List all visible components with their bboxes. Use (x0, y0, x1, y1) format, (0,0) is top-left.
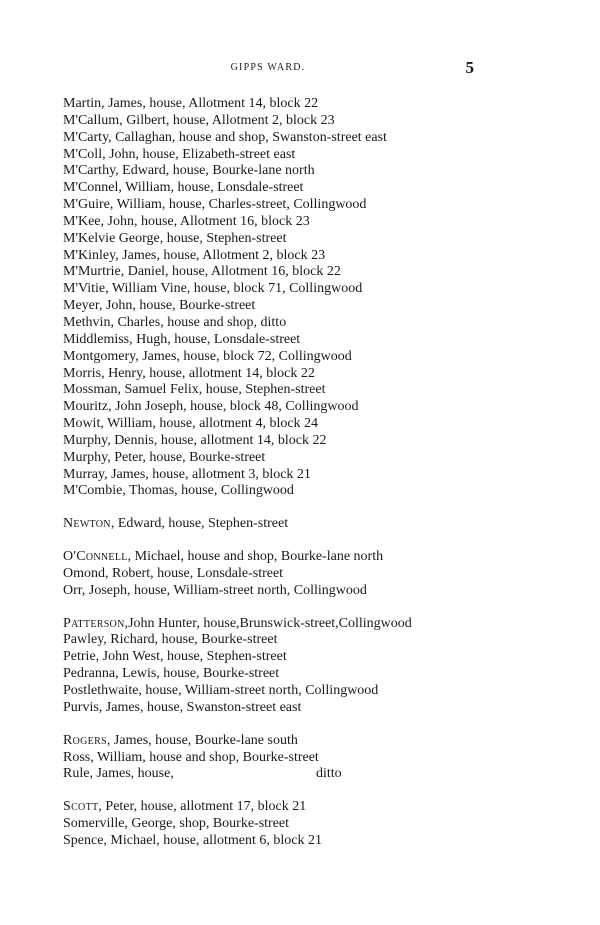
entry-text: , James, house, Bourke-lane south (106, 732, 298, 748)
entry-text: Martin, James, house, Allotment 14, block 22 (63, 96, 319, 111)
entry-text: M'Carthy, Edward, house, Bourke-lane north (63, 163, 315, 179)
entry-surname-lead: Scott (63, 799, 99, 815)
directory-entry (63, 833, 493, 850)
entry-text: Murphy, Peter, house, Bourke-street (63, 449, 266, 465)
entry-text: , Michael, house and shop, Bourke-lane north (127, 549, 384, 565)
entry-text: M'Kinley, James, house, Allotment 2, block 23 (63, 247, 326, 263)
directory-entry (63, 483, 493, 500)
directory-entry (63, 733, 493, 750)
page-header (62, 58, 474, 78)
directory-entry (63, 399, 493, 416)
entry-text: M'Guire, William, house, Charles-street, Collingwood (63, 197, 367, 213)
entry-surname-lead: O'Connell (63, 549, 128, 565)
directory-entry (63, 366, 493, 383)
entry-ditto: ditto (316, 766, 342, 782)
directory-entry (63, 281, 493, 298)
directory-entry (63, 231, 493, 248)
entry-text: Murphy, Dennis, house, allotment 14, block 22 (63, 432, 327, 448)
entry-text: Postlethwaite, house, William-street north, Collingwood (63, 683, 379, 698)
letter-group (63, 733, 493, 784)
directory-entry (63, 180, 493, 197)
entry-text: M'Callum, Gilbert, house, Allotment 2, block 23 (63, 112, 335, 128)
directory-entry (63, 214, 493, 231)
directory-entry (63, 683, 493, 700)
entry-surname-lead: Newton (63, 516, 111, 532)
entry-text: M'Vitie, William Vine, house, block 71, Collingwood (63, 281, 363, 297)
directory-entry (63, 332, 493, 349)
directory-entry (63, 799, 493, 816)
page-number: 5 (465, 58, 474, 77)
entry-text: Rule, James, house, (63, 766, 174, 782)
directory-listing (63, 96, 493, 850)
directory-entry (63, 163, 493, 180)
entry-text: M'Connel, William, house, Lonsdale-street (63, 180, 304, 196)
entry-text: Middlemiss, Hugh, house, Lonsdale-street (63, 331, 301, 347)
entry-text: , Edward, house, Stephen-street (110, 516, 289, 532)
entry-text: Spence, Michael, house, allotment 6, block 21 (63, 832, 322, 848)
entry-text: Meyer, John, house, Bourke-street (63, 298, 256, 314)
directory-entry (63, 700, 493, 717)
directory-entry (63, 816, 493, 833)
letter-group (63, 516, 493, 533)
entry-text: ,John Hunter, house,Brunswick-street,Collingwood (124, 615, 412, 631)
entry-text: Murray, James, house, allotment 3, block 21 (63, 466, 311, 482)
entry-text: Purvis, James, house, Swanston-street east (63, 699, 302, 715)
entry-text: Mossman, Samuel Felix, house, Stephen-street (63, 382, 326, 398)
directory-entry (63, 450, 493, 467)
entry-text: Orr, Joseph, house, William-street north, Collingwood (63, 582, 367, 598)
entry-text: Pawley, Richard, house, Bourke-street (63, 632, 278, 648)
entry-surname-lead: Patterson (63, 615, 125, 631)
entry-text: Methvin, Charles, house and shop, ditto (63, 314, 287, 330)
directory-entry (63, 147, 493, 164)
directory-entry (63, 583, 493, 600)
letter-group (63, 799, 493, 850)
directory-entry (63, 649, 493, 666)
directory-entry (63, 766, 493, 783)
entry-text: M'Coll, John, house, Elizabeth-street east (63, 146, 296, 162)
directory-entry (63, 264, 493, 281)
directory-entry (63, 382, 493, 399)
directory-entry (63, 616, 493, 633)
running-title: GIPPS WARD. (230, 62, 306, 73)
entry-text: Mouritz, John Joseph, house, block 48, Collingwood (63, 399, 359, 415)
entry-text: M'Murtrie, Daniel, house, Allotment 16, block 22 (63, 264, 341, 280)
entry-text: Ross, William, house and shop, Bourke-street (63, 749, 319, 765)
entry-text: M'Combie, Thomas, house, Collingwood (63, 483, 294, 499)
entry-text: Mowit, William, house, allotment 4, block 24 (63, 416, 319, 432)
entry-text: M'Kee, John, house, Allotment 16, block 23 (63, 213, 310, 229)
entry-text: Petrie, John West, house, Stephen-street (63, 649, 287, 665)
directory-entry (63, 632, 493, 649)
directory-entry (63, 298, 493, 315)
directory-entry (63, 549, 493, 566)
entry-text: Pedranna, Lewis, house, Bourke-street (63, 666, 280, 682)
directory-entry (63, 130, 493, 147)
letter-group (63, 96, 493, 500)
directory-entry (63, 467, 493, 484)
entry-text: M'Carty, Callaghan, house and shop, Swanston-street east (63, 129, 387, 145)
directory-entry (63, 96, 493, 113)
directory-entry (63, 416, 493, 433)
entry-text: , Peter, house, allotment 17, block 21 (98, 799, 307, 815)
directory-entry (63, 197, 493, 214)
directory-entry (63, 750, 493, 767)
directory-entry (63, 113, 493, 130)
directory-entry (63, 315, 493, 332)
directory-entry (63, 349, 493, 366)
directory-entry (63, 666, 493, 683)
entry-text: M'Kelvie George, house, Stephen-street (63, 230, 287, 246)
directory-entry (63, 516, 493, 533)
directory-entry (63, 433, 493, 450)
letter-group (63, 549, 493, 600)
entry-text: Somerville, George, shop, Bourke-street (63, 816, 290, 832)
directory-entry (63, 566, 493, 583)
entry-surname-lead: Rogers (63, 732, 107, 748)
entry-text: Morris, Henry, house, allotment 14, block 22 (63, 365, 315, 381)
entry-text: Montgomery, James, house, block 72, Collingwood (63, 348, 352, 364)
directory-entry (63, 248, 493, 265)
letter-group (63, 616, 493, 717)
entry-text: Omond, Robert, house, Lonsdale-street (63, 565, 284, 581)
